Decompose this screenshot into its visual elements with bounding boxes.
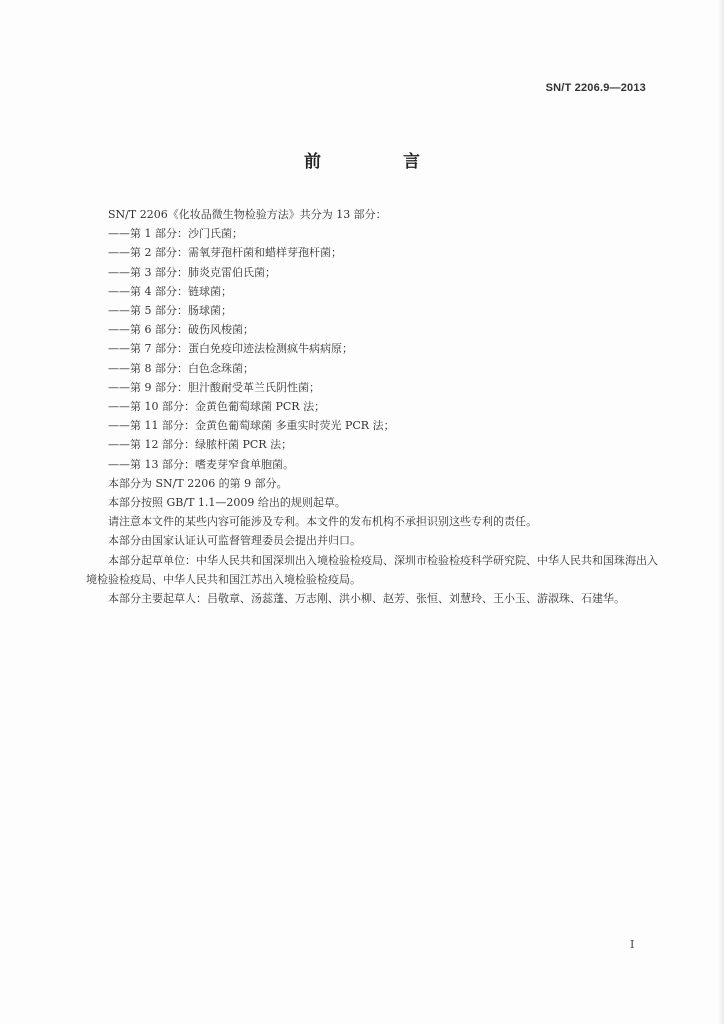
page-title: 前 言 — [304, 152, 458, 172]
list-item: ——第 8 部分：白色念珠菌； — [108, 361, 254, 375]
paragraph-drafters: 本部分主要起草人：吕敬章、汤蕊蓬、万志刚、洪小柳、赵芳、张恒、刘慧玲、王小玉、游淑珠、石建华。 — [108, 592, 625, 606]
paragraph-patent-notice: 请注意本文件的某些内容可能涉及专利。本文件的发布机构不承担识别这些专利的责任。 — [108, 515, 537, 529]
list-item: ——第 7 部分：蛋白免疫印迹法检测疯牛病病原； — [108, 342, 353, 356]
list-item: ——第 13 部分：嗜麦芽窄食单胞菌。 — [108, 457, 294, 471]
parts-list — [86, 224, 666, 474]
intro-paragraph: SN/T 2206《化妆品微生物检验方法》共分为 13 部分： — [108, 208, 387, 221]
paragraph-part-number: 本部分为 SN/T 2206 的第 9 部分。 — [108, 476, 288, 490]
paragraph-proposer: 本部分由国家认证认可监督管理委员会提出并归口。 — [108, 534, 361, 548]
paragraph-drafting-units: 本部分起草单位：中华人民共和国深圳出入境检验检疫局、深圳市检验检疫科学研究院、中华人民共和国珠海出入境检验检疫局、中华人民共和国江苏出入境检验检疫局。 — [86, 553, 658, 586]
list-item: ——第 4 部分：链球菌； — [108, 284, 232, 298]
list-item: ——第 12 部分：绿脓杆菌 PCR 法； — [108, 438, 293, 452]
list-item: ——第 5 部分：肠球菌； — [108, 304, 232, 318]
list-item: ——第 10 部分：金黄色葡萄球菌 PCR 法； — [108, 400, 326, 414]
list-item: ——第 6 部分：破伤风梭菌； — [108, 323, 254, 337]
document-body — [86, 205, 666, 608]
list-item: ——第 11 部分：金黄色葡萄球菌 多重实时荧光 PCR 法； — [108, 419, 395, 433]
standard-code: SN/T 2206.9—2013 — [545, 82, 646, 94]
page-number: I — [630, 938, 635, 951]
paragraph-drafting-rules: 本部分按照 GB/T 1.1—2009 给出的规则起草。 — [108, 496, 346, 510]
list-item: ——第 1 部分：沙门氏菌； — [108, 227, 243, 241]
list-item: ——第 9 部分：胆汁酸耐受革兰氏阴性菌； — [108, 380, 320, 394]
list-item: ——第 2 部分：需氧芽孢杆菌和蜡样芽孢杆菌； — [108, 246, 342, 260]
list-item: ——第 3 部分：肺炎克雷伯氏菌； — [108, 265, 276, 279]
